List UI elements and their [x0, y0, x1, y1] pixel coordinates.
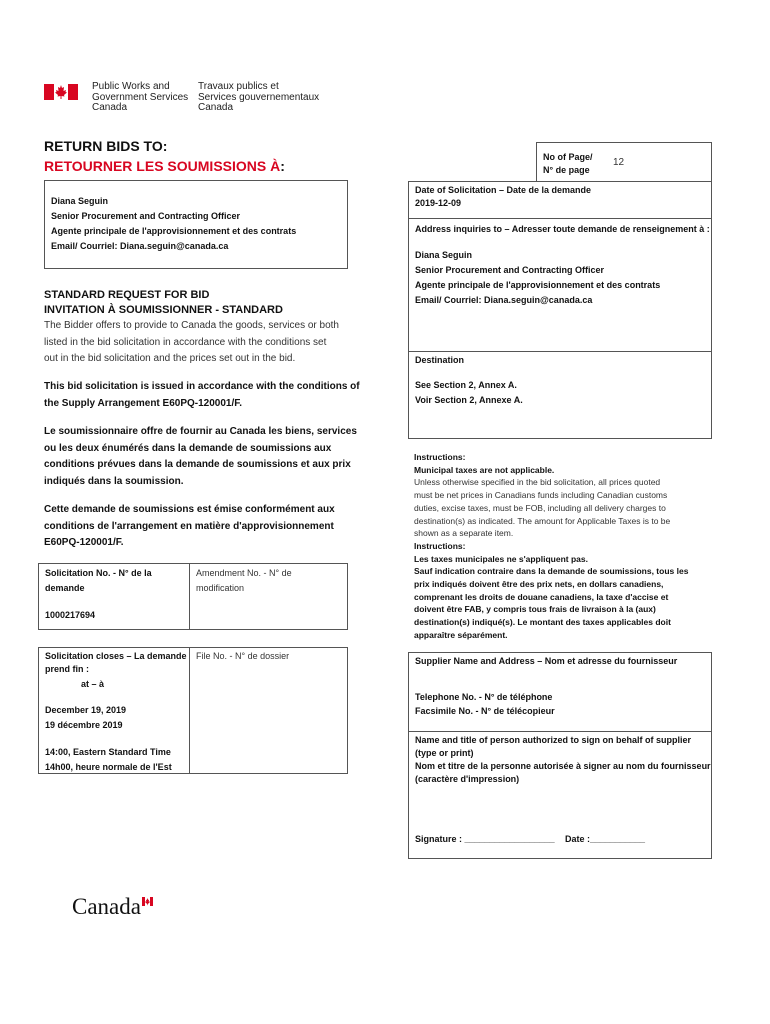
- inquiries-contact-name: Diana Seguin: [415, 250, 473, 260]
- canada-wordmark: [72, 894, 141, 920]
- offer-fr-line: Le soumissionnaire offre de fournir au Canada les biens, services: [44, 426, 357, 437]
- offer-fr-line: conditions prévues dans la demande de soumissions et aux prix: [44, 459, 351, 470]
- instructions-body-fr: destination(s) indiqué(s). Le montant des taxes applicables doit: [414, 617, 671, 628]
- address-inquiries-label: Address inquiries to – Adresser toute demande de renseignement à :: [415, 224, 710, 234]
- dept-fr-line: Travaux publics et: [198, 81, 279, 92]
- contact-name: Diana Seguin: [51, 196, 109, 206]
- page-count-box: [536, 142, 712, 182]
- closes-date-fr: 19 décembre 2019: [45, 720, 123, 730]
- instructions-body-fr: apparaître séparément.: [414, 629, 508, 640]
- instructions-body-fr: prix indiqués doivent être des prix nets, en dollars canadiens,: [414, 579, 664, 590]
- canada-wordmark-text: Canada: [72, 894, 141, 919]
- signature-line[interactable]: Signature : __________________: [415, 834, 555, 844]
- supplier-phone-block: [415, 691, 555, 718]
- return-bids-colon: :: [280, 158, 285, 174]
- contact-title-en: Senior Procurement and Contracting Officer: [51, 211, 241, 221]
- bidder-offer-fr: [44, 424, 357, 490]
- destination-label: Destination: [415, 355, 465, 365]
- instructions-block: [414, 451, 688, 642]
- address-inquiries-box: [408, 218, 712, 352]
- instructions-body-en: Unless otherwise specified in the bid solicitation, all prices quoted: [414, 477, 661, 488]
- inquiries-contact-title-fr: Agente principale de l'approvisionnement et des contrats: [415, 280, 661, 290]
- amendment-number-box: [189, 563, 348, 630]
- file-number-label: File No. - N° de dossier: [196, 651, 290, 661]
- authorized-person-label: (type or print): [415, 748, 474, 758]
- instructions-body-en: shown as a separate item.: [414, 528, 514, 539]
- dept-fr-line: Services gouvernementaux: [198, 91, 320, 103]
- offer-en-line: out in the bid solicitation and the prices set out in the bid.: [44, 353, 296, 364]
- supplier-name-label: Supplier Name and Address – Nom et adresse du fournisseur: [415, 656, 678, 666]
- contact-email: Email/ Courriel: Diana.seguin@canada.ca: [51, 241, 229, 251]
- dept-fr-line: Canada: [198, 102, 234, 113]
- closes-time-fr: 14h00, heure normale de l'Est: [45, 762, 172, 772]
- issued-statement-en: [44, 379, 360, 412]
- authorized-person-block: [415, 734, 711, 786]
- instructions-body-fr: Sauf indication contraire dans la demande de soumissions, tous les: [414, 566, 689, 577]
- closes-at: at – à: [81, 679, 105, 689]
- wordmark-flag-icon: [142, 897, 153, 906]
- dept-en-line: Public Works and: [92, 81, 170, 92]
- offer-en-line: The Bidder offers to provide to Canada the goods, services or both: [44, 320, 339, 331]
- issued-fr-line: E60PQ-120001/F.: [44, 537, 124, 548]
- instructions-tax-en: Municipal taxes are not applicable.: [414, 464, 555, 475]
- bidder-offer-en: [44, 318, 339, 368]
- issued-fr-line: conditions de l'arrangement en matière d'approvisionnement: [44, 520, 334, 532]
- supplier-divider: [408, 731, 712, 732]
- return-bids-title-en: RETURN BIDS TO:: [44, 138, 168, 154]
- contact-title-fr: Agente principale de l'approvisionnement et des contrats: [51, 226, 297, 236]
- instructions-label-en: Instructions:: [414, 452, 466, 462]
- closes-label: prend fin :: [45, 664, 89, 674]
- solicitation-number-label: demande: [45, 583, 85, 593]
- authorized-person-label: Nom et titre de la personne autorisée à signer au nom du fournisseur: [415, 761, 711, 771]
- solicitation-number-label: Solicitation No. - N° de la: [45, 568, 152, 578]
- page-count-value: 12: [613, 157, 625, 168]
- issued-statement-fr: [44, 502, 335, 552]
- date-line[interactable]: Date :___________: [565, 834, 646, 844]
- return-bids-title-fr: [44, 158, 285, 174]
- return-bids-contact-box: [44, 180, 348, 269]
- dept-en-line: Government Services: [92, 91, 189, 103]
- solicitation-number-value: 1000217694: [45, 610, 96, 620]
- amendment-number-label: modification: [196, 583, 245, 593]
- instructions-body-fr: doivent être FAB, y compris tous frais de livraison à la (aux): [414, 604, 656, 615]
- issued-fr-line: Cette demande de soumissions est émise conformément aux: [44, 504, 335, 515]
- canada-flag-icon: [44, 84, 78, 100]
- instructions-body-fr: comprenant les droits de douane canadiens, la taxe d'accise et: [414, 591, 669, 602]
- return-bids-title-fr-text: RETOURNER LES SOUMISSIONS À: [44, 158, 281, 174]
- inquiries-contact-title-en: Senior Procurement and Contracting Officer: [415, 265, 605, 275]
- destination-line-en: See Section 2, Annex A.: [415, 380, 517, 390]
- solicitation-date-label: Date of Solicitation – Date de la demande: [415, 185, 592, 195]
- inquiries-contact-email: Email/ Courriel: Diana.seguin@canada.ca: [415, 295, 593, 305]
- issued-en-line: This bid solicitation is issued in accordance with the conditions of: [44, 381, 360, 392]
- offer-en-line: listed in the bid solicitation in accordance with the conditions set: [44, 336, 327, 348]
- destination-line-fr: Voir Section 2, Annexe A.: [415, 395, 523, 405]
- supplier-box: [408, 652, 712, 859]
- offer-fr-line: ou les deux énumérés dans la demande de soumissions aux: [44, 442, 332, 454]
- closes-time-en: 14:00, Eastern Standard Time: [45, 747, 171, 757]
- dept-en-line: Canada: [92, 102, 128, 113]
- department-name-en: [92, 82, 188, 114]
- page-count-label: [543, 151, 593, 177]
- file-number-box: [189, 647, 348, 774]
- supplier-fax-label: Facsimile No. - N° de télécopieur: [415, 706, 555, 716]
- closes-label: Solicitation closes – La demande: [45, 651, 187, 661]
- solicitation-date-box: [408, 181, 712, 219]
- instructions-label-fr: Instructions:: [414, 540, 466, 551]
- solicitation-date-value: 2019-12-09: [415, 198, 462, 208]
- issued-en-line: the Supply Arrangement E60PQ-120001/F.: [44, 397, 243, 409]
- standard-request-title-fr: INVITATION À SOUMISSIONNER - STANDARD: [44, 304, 283, 316]
- instructions-body-en: destination(s) as indicated. The amount for Applicable Taxes is to be: [414, 515, 671, 526]
- maple-leaf-icon: [54, 84, 68, 100]
- authorized-person-label: (caractère d'impression): [415, 774, 520, 784]
- destination-box: [408, 351, 712, 439]
- amendment-number-label: Amendment No. - N° de: [196, 568, 292, 578]
- authorized-person-label: Name and title of person authorized to sign on behalf of supplier: [415, 735, 692, 745]
- offer-fr-line: indiqués dans la soumission.: [44, 475, 184, 487]
- department-name-fr: [198, 82, 319, 114]
- page-count-label-en: No of Page/: [543, 152, 593, 162]
- closes-date-en: December 19, 2019: [45, 705, 127, 715]
- solicitation-number-box: [38, 563, 190, 630]
- instructions-tax-fr: Les taxes municipales ne s'appliquent pas.: [414, 553, 588, 564]
- solicitation-closes-box: [38, 647, 190, 774]
- standard-request-title-en: STANDARD REQUEST FOR BID: [44, 289, 210, 301]
- standard-request-title: [44, 288, 283, 318]
- instructions-body-en: must be net prices in Canadians funds including Canadian customs: [414, 490, 668, 501]
- instructions-body-en: duties, excise taxes, must be FOB, including all delivery charges to: [414, 502, 666, 513]
- page-count-label-fr: N° de page: [543, 165, 590, 175]
- supplier-phone-label: Telephone No. - N° de téléphone: [415, 692, 553, 702]
